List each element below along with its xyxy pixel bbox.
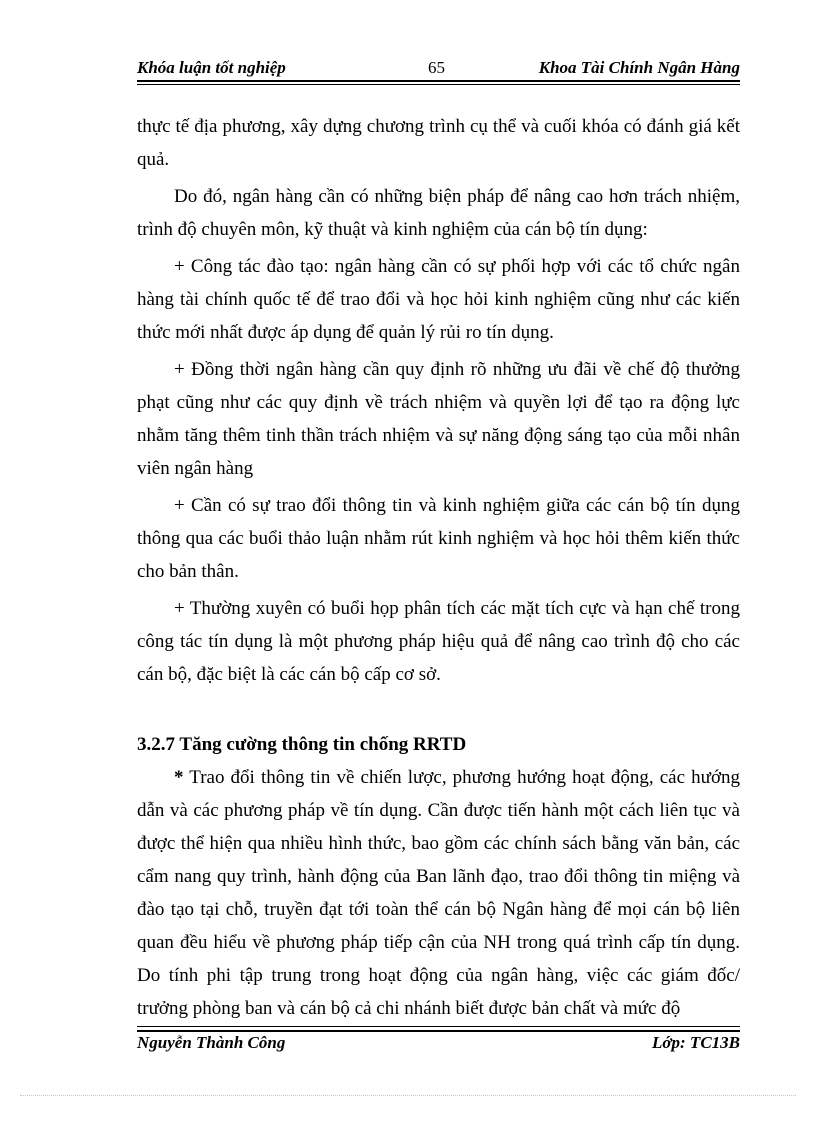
paragraph-3: + Công tác đào tạo: ngân hàng cần có sự phối hợp với các tổ chức ngân hàng tài chính quốc tế để trao đổi và học hỏi kinh nghiệm cũng như các kiến thức mới nhất được áp dụng để quản lý rủi ro tín dụng.: [137, 256, 740, 343]
paragraph-2: Do đó, ngân hàng cần có những biện pháp để nâng cao hơn trách nhiệm, trình độ chuyên môn, kỹ thuật và kinh nghiệm của cán bộ tín dụng:: [137, 186, 740, 240]
paragraph-5: + Cần có sự trao đổi thông tin và kinh nghiệm giữa các cán bộ tín dụng thông qua các buổi thảo luận nhằm rút kinh nghiệm và học hỏi thêm kiến thức cho bản thân.: [137, 495, 740, 582]
section-heading: 3.2.7 Tăng cường thông tin chống RRTD: [137, 734, 467, 755]
page-edge-divider: [20, 1095, 796, 1096]
bullet-star: *: [174, 767, 184, 788]
page-number: 65: [428, 58, 445, 77]
footer-class: Lớp: TC13B: [652, 1033, 740, 1052]
footer-rule: [137, 1030, 740, 1032]
header-faculty: Khoa Tài Chính Ngân Hàng: [538, 58, 740, 77]
paragraph-1: thực tế địa phương, xây dựng chương trình cụ thể và cuối khóa có đánh giá kết quả.: [137, 116, 740, 170]
paragraph-7-text: Trao đổi thông tin về chiến lược, phương hướng hoạt động, các hướng dẫn và các phương pháp về tín dụng. Cần được tiến hành một cách liên tục và được thể hiện qua nhiều hình thức, bao gồm các chính sách bằng văn bản, các cẩm nang quy trình, hành động của Ban lãnh đạo, trao đổi thông tin miệng và đào tạo tại chỗ, truyền đạt tới toàn thể cán bộ Ngân hàng để mọi cán bộ liên quan đều hiểu về phương pháp tiếp cận của NH trong quá trình cấp tín dụng. Do tính phi tập trung trong hoạt động của ngân hàng, việc các giám đốc/ trưởng phòng ban và cán bộ cả chi nhánh biết được bản chất và mức độ: [137, 767, 740, 1019]
paragraph-7: [137, 761, 740, 1025]
header-thesis-title: Khóa luận tốt nghiệp: [137, 58, 286, 77]
header-rule: [137, 80, 740, 82]
page-footer: [137, 1033, 740, 1059]
paragraph-4: + Đồng thời ngân hàng cần quy định rõ những ưu đãi về chế độ thưởng phạt cũng như các quy định về trách nhiệm và quyền lợi để tạo ra động lực nhằm tăng thêm tinh thần trách nhiệm và sự năng động sáng tạo của mỗi nhân viên ngân hàng: [137, 359, 740, 479]
header-rule-thin: [137, 84, 740, 85]
paragraph-6: + Thường xuyên có buổi họp phân tích các mặt tích cực và hạn chế trong công tác tín dụng là một phương pháp hiệu quả để nâng cao trình độ cho các cán bộ, đặc biệt là các cán bộ cấp cơ sở.: [137, 598, 740, 685]
footer-author: Nguyễn Thành Công: [137, 1033, 286, 1052]
body-text: [137, 110, 740, 1025]
footer-rule-thin: [137, 1026, 740, 1027]
